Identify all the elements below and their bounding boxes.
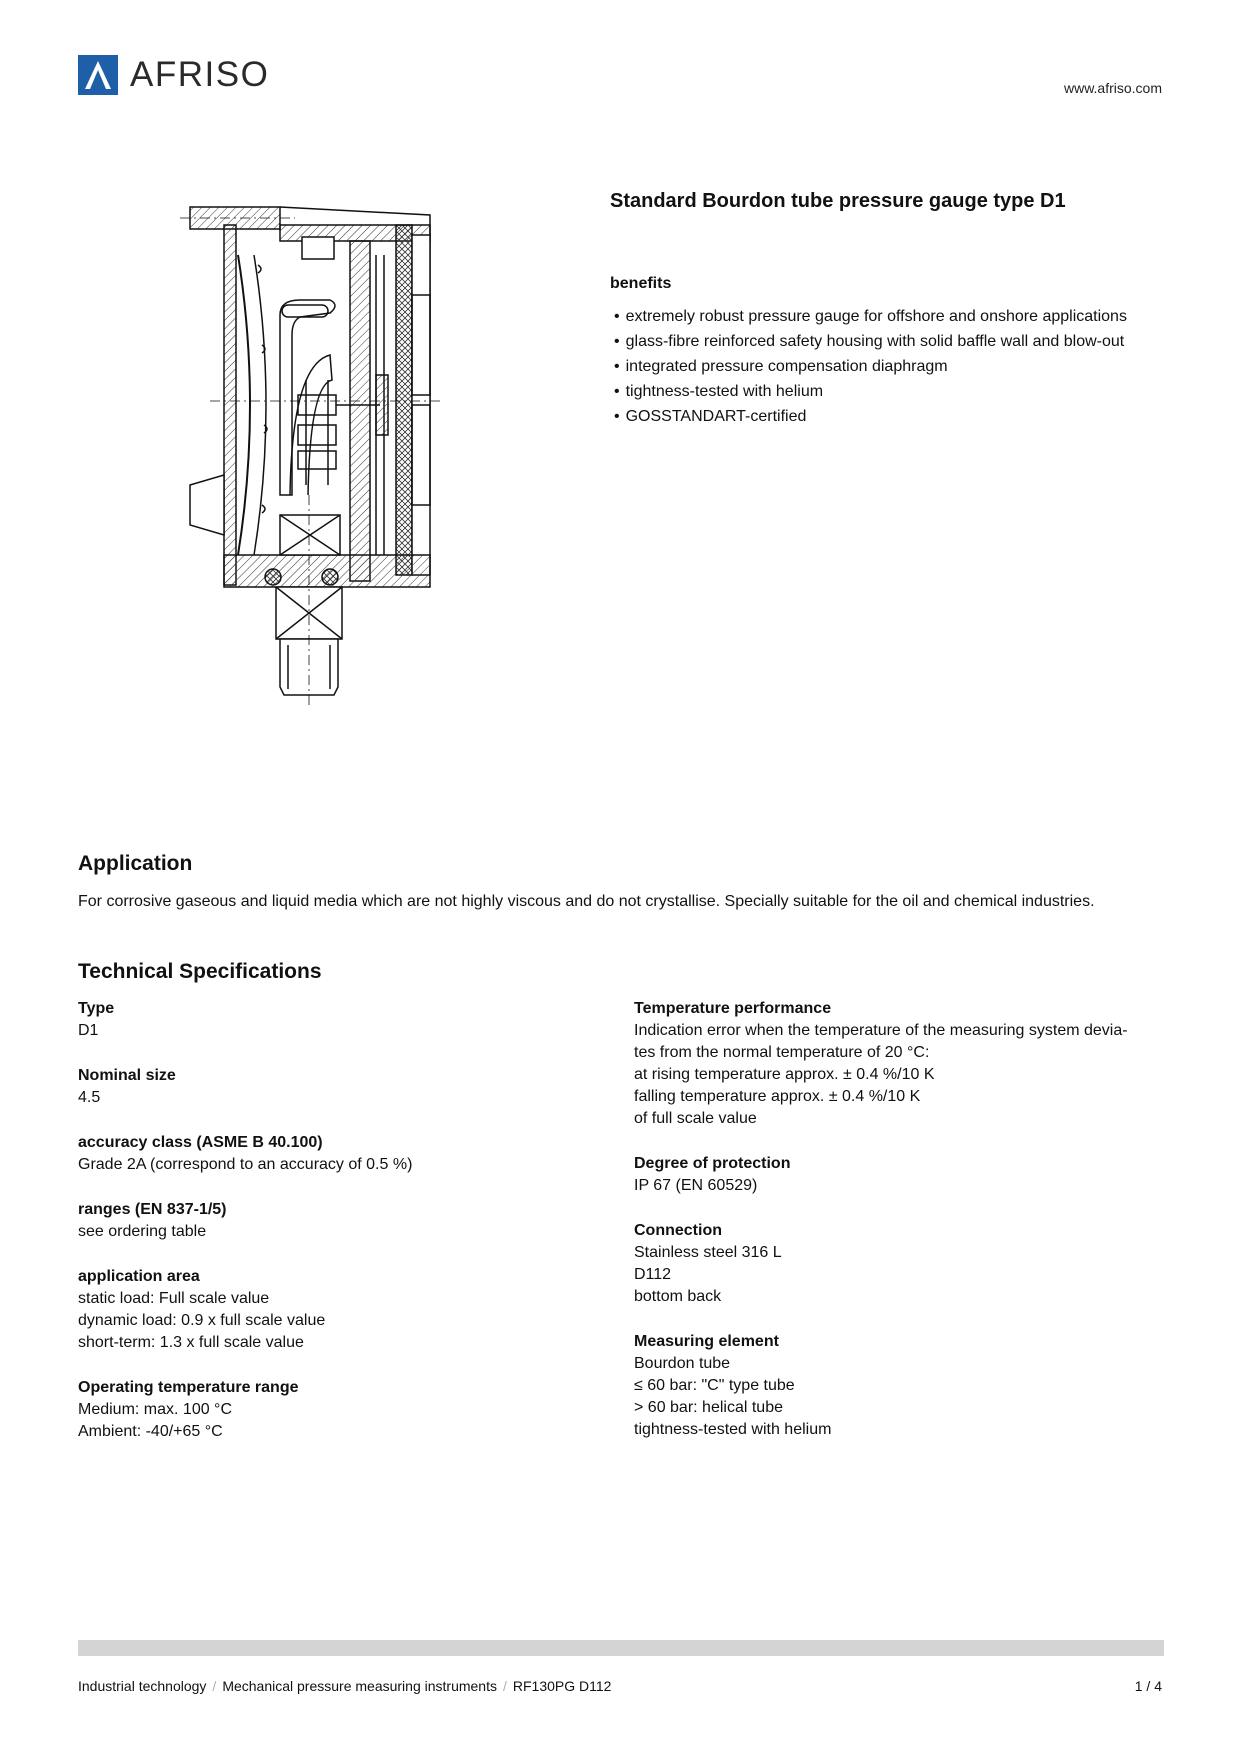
spec-value: tes from the normal temperature of 20 °C: (634, 1044, 930, 1061)
spec-label: Operating temperature range (78, 1379, 299, 1396)
spec-value: Medium: max. 100 °C (78, 1401, 233, 1418)
spec-value: 4.5 (78, 1089, 101, 1106)
benefit-item: • integrated pressure compensation diaphragm (614, 354, 1127, 379)
footer-divider-bar (78, 1640, 1164, 1656)
spec-value: > 60 bar: helical tube (634, 1399, 783, 1416)
spec-label: Temperature performance (634, 1000, 832, 1017)
spec-column-left (78, 998, 598, 1466)
spec-degree-of-protection (634, 1153, 1174, 1197)
benefits-heading: benefits (610, 275, 672, 292)
spec-nominal-size (78, 1065, 598, 1109)
spec-label: Nominal size (78, 1067, 176, 1084)
spec-value: D1 (78, 1022, 99, 1039)
breadcrumb-separator: / (503, 1678, 507, 1694)
spec-accuracy-class (78, 1132, 598, 1176)
spec-value: IP 67 (EN 60529) (634, 1177, 758, 1194)
spec-application-area (78, 1266, 598, 1354)
spec-value: Grade 2A (correspond to an accuracy of 0.5 %) (78, 1156, 413, 1173)
spec-label: accuracy class (ASME B 40.100) (78, 1134, 323, 1151)
spec-operating-temperature (78, 1377, 598, 1443)
spec-value: see ordering table (78, 1223, 207, 1240)
spec-value: bottom back (634, 1288, 722, 1305)
benefit-item: • extremely robust pressure gauge for offshore and onshore applications (614, 304, 1127, 329)
afriso-triangle-logo-icon (78, 55, 118, 95)
spec-type (78, 998, 598, 1042)
spec-column-right (634, 998, 1174, 1464)
spec-ranges (78, 1199, 598, 1243)
spec-label: application area (78, 1268, 200, 1285)
brand-logo (78, 54, 308, 96)
spec-value: Ambient: -40/+65 °C (78, 1423, 223, 1440)
spec-value: of full scale value (634, 1110, 757, 1127)
spec-label: Measuring element (634, 1333, 779, 1350)
spec-connection (634, 1220, 1174, 1308)
page-number: 1 / 4 (1134, 1678, 1162, 1694)
spec-label: ranges (EN 837-1/5) (78, 1201, 227, 1218)
application-text: For corrosive gaseous and liquid media which are not highly viscous and do not crystallise. Specially suitable for the oil and chemical industries. (78, 893, 1095, 910)
benefits-list (614, 304, 1127, 429)
breadcrumb-separator: / (212, 1678, 217, 1694)
spec-value: static load: Full scale value (78, 1290, 270, 1307)
spec-label: Degree of protection (634, 1155, 791, 1172)
spec-value: Bourdon tube (634, 1355, 731, 1372)
application-heading: Application (78, 852, 193, 875)
breadcrumb (78, 1678, 611, 1694)
spec-measuring-element (634, 1331, 1174, 1441)
breadcrumb-item[interactable]: Mechanical pressure measuring instruments (222, 1678, 497, 1694)
spec-temperature-performance (634, 998, 1174, 1130)
breadcrumb-item[interactable]: Industrial technology (78, 1678, 207, 1694)
brand-name: AFRISO (130, 55, 270, 94)
benefit-item: • glass-fibre reinforced safety housing with solid baffle wall and blow-out (614, 329, 1127, 354)
spec-value: tightness-tested with helium (634, 1421, 832, 1438)
benefit-item: • tightness-tested with helium (614, 379, 1127, 404)
gauge-cross-section-drawing (180, 195, 500, 795)
product-title: Standard Bourdon tube pressure gauge type D1 (610, 190, 1066, 212)
spec-label: Connection (634, 1222, 722, 1239)
spec-value: Stainless steel 316 L (634, 1244, 782, 1261)
spec-value: short-term: 1.3 x full scale value (78, 1334, 304, 1351)
spec-value: falling temperature approx. ± 0.4 %/10 K (634, 1088, 921, 1105)
spec-value: ≤ 60 bar: "C" type tube (634, 1377, 795, 1394)
spec-value: dynamic load: 0.9 x full scale value (78, 1312, 326, 1329)
spec-value: at rising temperature approx. ± 0.4 %/10 K (634, 1066, 935, 1083)
benefit-item: • GOSSTANDART-certified (614, 404, 1127, 429)
website-link[interactable]: www.afriso.com (1063, 80, 1162, 96)
spec-value: Indication error when the temperature of the measuring system devia- (634, 1022, 1128, 1039)
tech-specs-heading: Technical Specifications (78, 960, 322, 983)
spec-label: Type (78, 1000, 115, 1017)
spec-value: D112 (634, 1266, 672, 1283)
breadcrumb-item[interactable]: RF130PG D112 (512, 1678, 612, 1694)
